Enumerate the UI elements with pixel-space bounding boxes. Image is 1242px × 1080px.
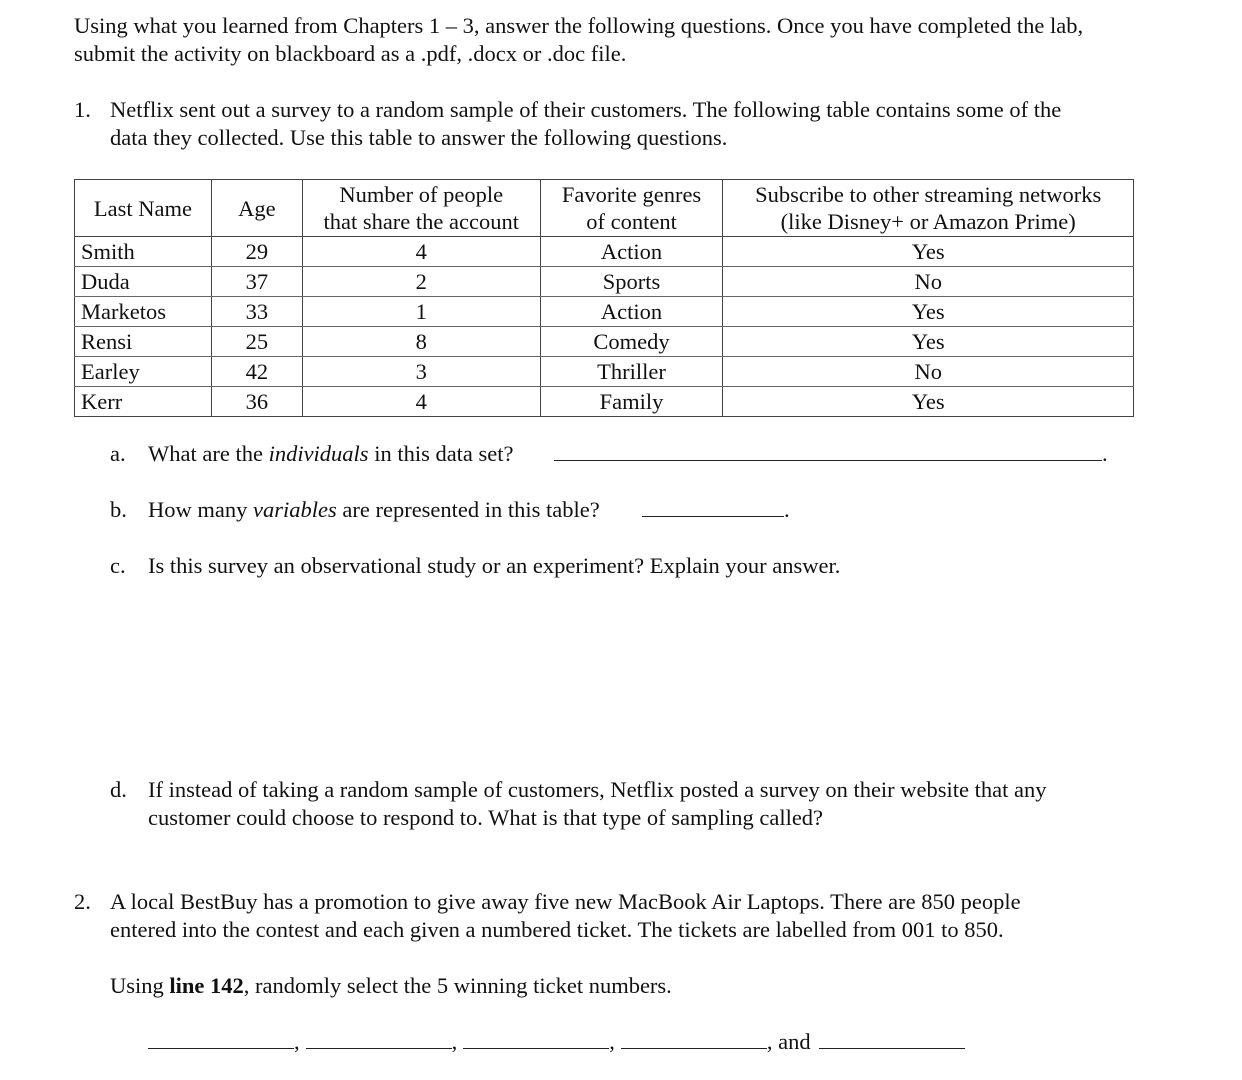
cell-last-name: Smith [75, 237, 212, 267]
intro-line-2: submit the activity on blackboard as a .pdf, .docx or .doc file. [74, 41, 627, 66]
part-d-line-1: If instead of taking a random sample of customers, Netflix posted a survey on their website that any [148, 777, 1047, 802]
table-row [75, 387, 1134, 417]
cell-genre: Family [540, 387, 723, 417]
cell-people: 3 [302, 357, 540, 387]
part-a-answer-line[interactable]: . [554, 440, 1108, 468]
cell-age: 33 [211, 297, 302, 327]
cell-subscribe: No [723, 267, 1134, 297]
intro-line-1: Using what you learned from Chapters 1 – 3, answer the following questions. Once you have completed the lab, [74, 13, 1084, 38]
question-2-instructions: Using line 142, randomly select the 5 winning ticket numbers. [110, 973, 672, 998]
cell-people: 8 [302, 327, 540, 357]
part-c-question: Is this survey an observational study or an experiment? Explain your answer. [148, 553, 841, 578]
cell-subscribe: Yes [723, 327, 1134, 357]
cell-last-name: Marketos [75, 297, 212, 327]
cell-people: 2 [302, 267, 540, 297]
header-people: Number of people that share the account [302, 180, 540, 237]
header-genres: Favorite genres of content [540, 180, 723, 237]
cell-people: 4 [302, 387, 540, 417]
cell-subscribe: Yes [723, 387, 1134, 417]
cell-age: 29 [211, 237, 302, 267]
part-b-letter: b. [110, 497, 127, 522]
table-row [75, 267, 1134, 297]
ticket-answer-1[interactable] [148, 1028, 294, 1049]
cell-genre: Thriller [540, 357, 723, 387]
cell-subscribe: No [723, 357, 1134, 387]
ticket-answer-5[interactable] [819, 1028, 965, 1049]
table-row [75, 297, 1134, 327]
part-b-question: How many variables are represented in this table? [148, 497, 600, 522]
question-2-line-2: entered into the contest and each given a numbered ticket. The tickets are labelled from 001 to 850. [110, 917, 1004, 942]
ticket-answer-3[interactable] [463, 1028, 609, 1049]
cell-last-name: Kerr [75, 387, 212, 417]
cell-subscribe: Yes [723, 297, 1134, 327]
cell-age: 37 [211, 267, 302, 297]
cell-people: 4 [302, 237, 540, 267]
question-1-number: 1. [74, 97, 91, 122]
ticket-answer-4[interactable] [621, 1028, 767, 1049]
question-2-number: 2. [74, 889, 91, 914]
header-age: Age [211, 180, 302, 237]
header-subscribe: Subscribe to other streaming networks (like Disney+ or Amazon Prime) [723, 180, 1134, 237]
winning-ticket-blanks: , , , , and [148, 1028, 965, 1056]
cell-last-name: Rensi [75, 327, 212, 357]
part-a-question: What are the individuals in this data set? [148, 441, 514, 466]
table-row [75, 237, 1134, 267]
cell-genre: Action [540, 237, 723, 267]
cell-genre: Action [540, 297, 723, 327]
cell-age: 42 [211, 357, 302, 387]
cell-age: 36 [211, 387, 302, 417]
question-1-line-2: data they collected. Use this table to answer the following questions. [110, 125, 728, 150]
ticket-answer-2[interactable] [306, 1028, 452, 1049]
question-2-line-1: A local BestBuy has a promotion to give away five new MacBook Air Laptops. There are 850 people [110, 889, 1021, 914]
cell-genre: Comedy [540, 327, 723, 357]
part-a-letter: a. [110, 441, 126, 466]
part-d-line-2: customer could choose to respond to. What is that type of sampling called? [148, 805, 824, 830]
part-d-letter: d. [110, 777, 127, 802]
survey-table [74, 179, 1134, 417]
part-c-letter: c. [110, 553, 126, 578]
cell-people: 1 [302, 297, 540, 327]
table-row [75, 357, 1134, 387]
cell-last-name: Duda [75, 267, 212, 297]
cell-genre: Sports [540, 267, 723, 297]
question-1-line-1: Netflix sent out a survey to a random sample of their customers. The following table contains some of the [110, 97, 1062, 122]
cell-subscribe: Yes [723, 237, 1134, 267]
table-header-row [75, 180, 1134, 237]
cell-age: 25 [211, 327, 302, 357]
table-row [75, 327, 1134, 357]
part-b-answer-line[interactable]: . [642, 496, 790, 524]
cell-last-name: Earley [75, 357, 212, 387]
header-last-name: Last Name [75, 180, 212, 237]
